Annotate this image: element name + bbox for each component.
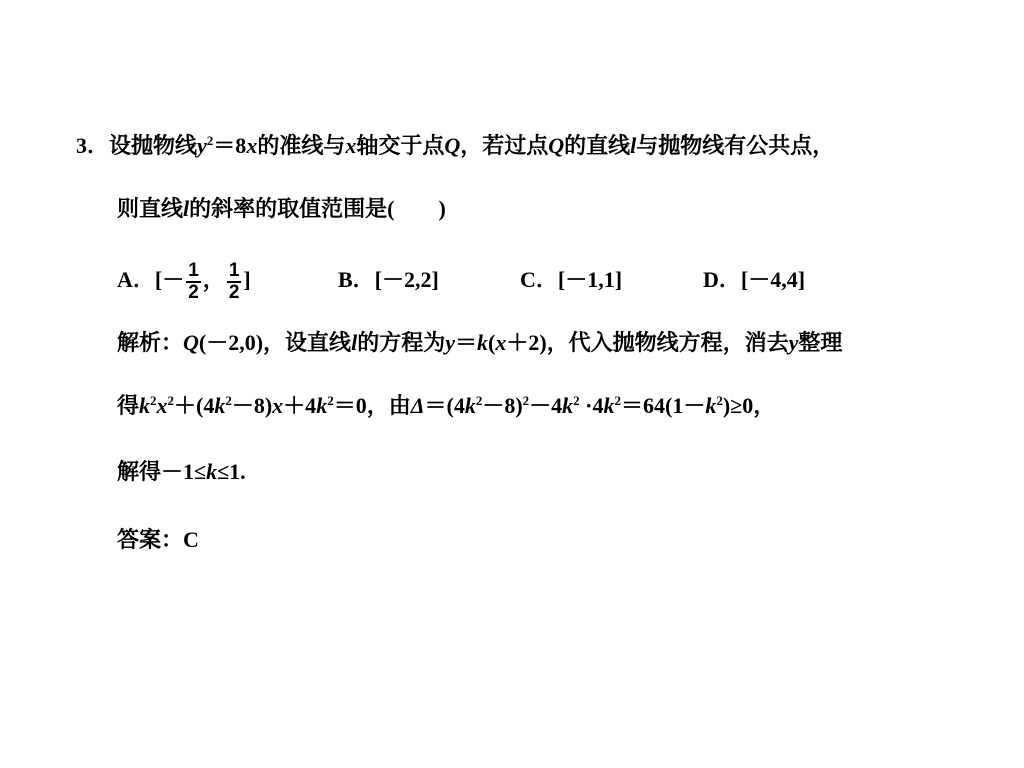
- math-var: l: [351, 330, 358, 355]
- math-var: Q: [183, 330, 199, 355]
- question-text: 与抛物线有公共点，: [636, 133, 835, 158]
- solution-text: ≤1.: [217, 459, 246, 484]
- math-var: k: [214, 393, 226, 418]
- solution-text: －4: [529, 393, 563, 418]
- fraction-half: [227, 261, 242, 303]
- answer-line: [117, 525, 199, 555]
- math-var: x: [156, 393, 168, 418]
- math-var: x: [495, 330, 507, 355]
- solution-text: ＝64(1－: [621, 393, 706, 418]
- exponent: 2: [573, 393, 580, 408]
- question-text: ，若过点: [460, 133, 549, 158]
- math-var: k: [476, 330, 488, 355]
- question-line-1: [76, 131, 834, 161]
- question-line-2: [117, 194, 446, 224]
- solution-text: ＋2)，代入抛物线方程，消去: [506, 330, 789, 355]
- fraction-neg-half: [186, 261, 201, 303]
- solution-text: ＝0，由: [333, 393, 411, 418]
- option-d: D．[－4,4]: [703, 267, 806, 292]
- solution-text: 的方程为: [357, 330, 446, 355]
- math-var: x: [246, 133, 258, 158]
- solution-line-3: [117, 457, 246, 487]
- solution-line-1: [117, 328, 842, 358]
- solution-text: 整理: [798, 330, 843, 355]
- math-var: l: [183, 196, 190, 221]
- solution-text: ·4: [579, 393, 604, 418]
- option-a-label: A．[－: [117, 267, 185, 292]
- math-var: l: [630, 133, 637, 158]
- exponent: 2: [716, 393, 723, 408]
- math-var: k: [316, 393, 328, 418]
- option-b: B．[－2,2]: [338, 267, 439, 292]
- option-a: [117, 258, 251, 303]
- math-var: k: [705, 393, 717, 418]
- solution-text: ＝(4: [424, 393, 465, 418]
- question-text: 设抛物线: [109, 133, 198, 158]
- question-text: 轴交于点: [356, 133, 445, 158]
- exponent: 2: [150, 393, 157, 408]
- math-var: k: [139, 393, 151, 418]
- solution-text: )≥0，: [722, 393, 776, 418]
- solution-text: ＝: [454, 330, 477, 355]
- exponent: 2: [327, 393, 334, 408]
- math-var: k: [206, 459, 218, 484]
- exponent: 2: [225, 393, 232, 408]
- fraction-denominator: 2: [188, 281, 199, 303]
- answer-label: 答案：: [117, 527, 184, 552]
- option-a-end: ]: [243, 267, 251, 292]
- solution-label: 解析：: [117, 330, 184, 355]
- solution-text: 得: [117, 393, 140, 418]
- solution-text: －8): [231, 393, 273, 418]
- question-text: 的直线: [564, 133, 631, 158]
- math-var: k: [562, 393, 574, 418]
- answer-value: C: [183, 527, 199, 552]
- exponent: 2: [206, 133, 214, 148]
- math-var: Δ: [410, 393, 425, 418]
- fraction-numerator: 1: [188, 259, 199, 281]
- solution-line-2: [117, 391, 775, 421]
- fraction-numerator: 1: [228, 259, 240, 281]
- math-var: y: [788, 330, 799, 355]
- question-text: 的准线与: [257, 133, 346, 158]
- exponent: 2: [167, 393, 175, 408]
- math-var: k: [464, 393, 476, 418]
- question-text: ＝8: [213, 133, 247, 158]
- exponent: 2: [614, 393, 622, 408]
- solution-text: (: [487, 330, 496, 355]
- exponent: 2: [522, 393, 530, 408]
- solution-text: (－2,0)，设直线: [198, 330, 352, 355]
- exponent: 2: [475, 393, 483, 408]
- solution-text: 解得－1≤: [117, 459, 207, 484]
- math-var: Q: [444, 133, 461, 158]
- math-var: y: [445, 330, 455, 355]
- math-var: y: [197, 133, 207, 158]
- math-var: x: [272, 393, 284, 418]
- math-var: k: [603, 393, 615, 418]
- solution-text: ＋4: [283, 393, 317, 418]
- fraction-denominator: 2: [228, 281, 240, 303]
- math-var: x: [345, 133, 357, 158]
- option-a-separator: ，: [202, 267, 225, 292]
- question-text: 则直线: [117, 196, 184, 221]
- options-row: [117, 258, 251, 303]
- option-c: C．[－1,1]: [520, 267, 623, 292]
- question-number: 3．: [76, 133, 110, 158]
- question-text: 的斜率的取值范围是( ): [189, 196, 446, 221]
- solution-text: －8): [482, 393, 523, 418]
- solution-text: ＋(4: [174, 393, 215, 418]
- math-var: Q: [548, 133, 565, 158]
